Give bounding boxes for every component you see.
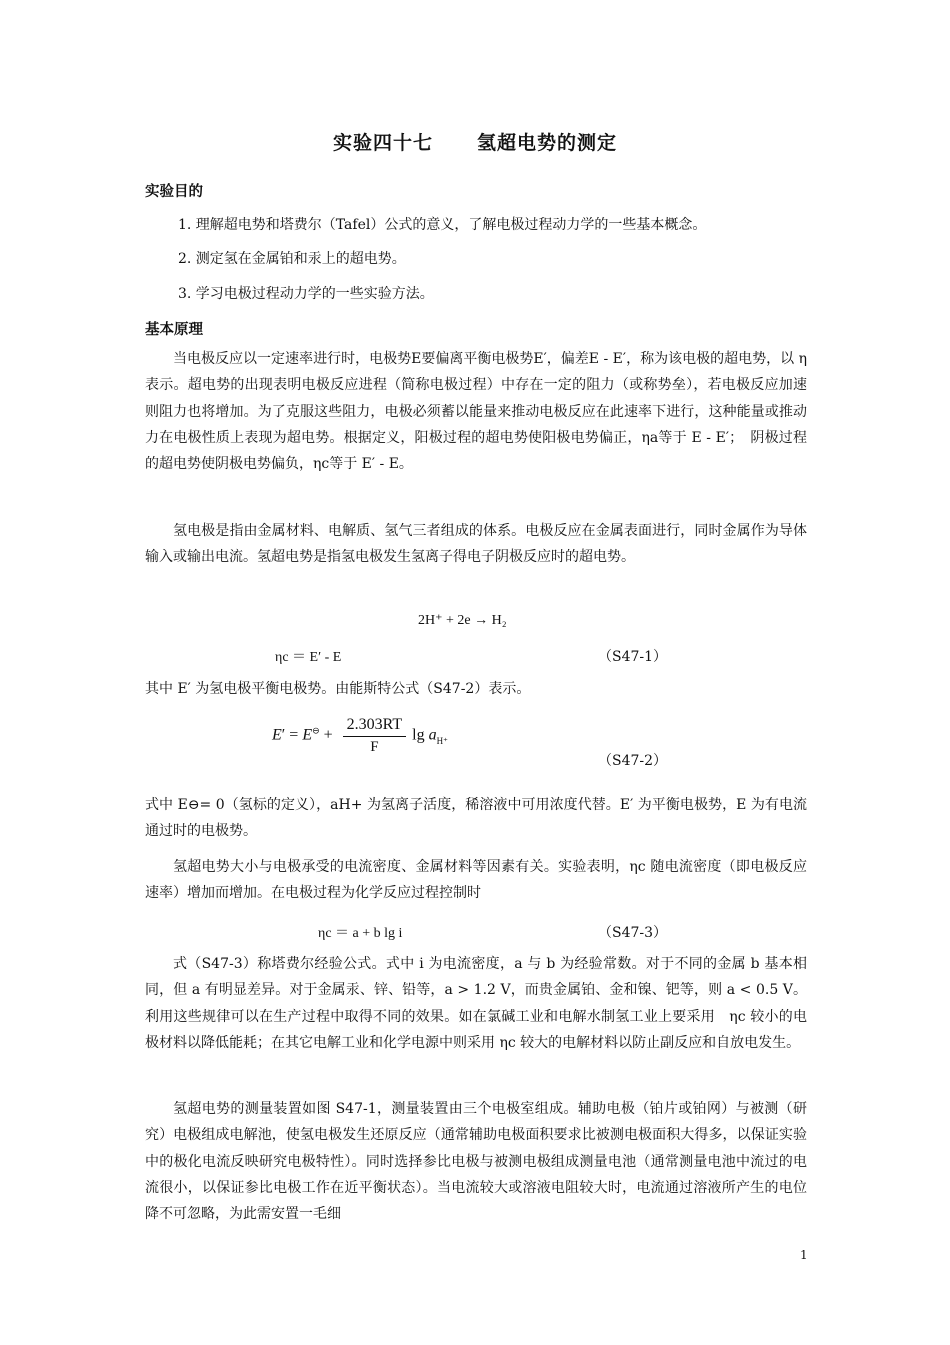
paragraph-equilibrium-potential: 其中 E′ 为氢电极平衡电极势。由能斯特公式（S47-2）表示。 <box>145 681 531 697</box>
fraction-numerator: 2.303RT <box>343 716 406 737</box>
experiment-number: 实验四十七 <box>332 132 433 154</box>
experiment-name: 氢超电势的测定 <box>477 132 618 154</box>
equation-number-s47-2: （S47-2） <box>598 753 668 769</box>
page-title <box>0 128 950 155</box>
nernst-fraction <box>343 716 406 756</box>
purpose-item-1: 1. 理解超电势和塔费尔（Tafel）公式的意义，了解电极过程动力学的一些基本概念。 <box>178 217 707 233</box>
equation-s47-1: ηc ＝ E′ - E <box>275 650 342 665</box>
reaction-equation: 2H⁺ + 2e → H₂ <box>418 613 507 628</box>
paragraph-current-density: 氢超电势大小与电极承受的电流密度、金属材料等因素有关。实验表明，ηc 随电流密度（即电极反应速率）增加而增加。在电极过程为化学反应过程控制时 <box>145 859 807 902</box>
paragraph-hydrogen-electrode: 氢电极是指由金属材料、电解质、氢气三者组成的体系。电极反应在金属表面进行，同时金属作为导体输入或输出电流。氢超电势是指氢电极发生氢离子得电子阴极反应时的超电势。 <box>145 523 807 566</box>
page-number: 1 <box>800 1248 808 1262</box>
equation-number-s47-3: （S47-3） <box>598 925 668 941</box>
equation-s47-3: ηc ＝ a + b lg i <box>318 926 403 941</box>
paragraph-standard-potential: 式中 E⊖= 0（氢标的定义），aH+ 为氢离子活度，稀溶液中可用浓度代替。E′ 为平衡电极势，E 为有电流通过时的电极势。 <box>145 797 807 840</box>
paragraph-tafel-formula: 式（S47-3）称塔费尔经验公式。式中 i 为电流密度，a 与 b 为经验常数。对于不同的金属 b 基本相同，但 a 有明显差异。对于金属汞、锌、铅等，a > 1.2 V，而贵金属铂、金和镍、钯等，则 a < 0.5 V。利用这些规律可以在生产过程中取得不同的效果。如在氯碱工业和电解水制氢工业上要采用 ηc 较小的电极材料以降低能耗；在其它电解工业和化学电源中则采用 ηc 较大的电解材料以防止副反应和自放电发生。 <box>145 956 807 1051</box>
fraction-denominator: F <box>370 739 379 755</box>
equation-s47-2: E′ = E⊖ + $\frac{2.303RT}{F}$ $\lg a_{H^+}$ <box>272 716 448 755</box>
section-heading-purpose: 实验目的 <box>145 184 203 200</box>
equation-number-s47-1: （S47-1） <box>598 649 668 665</box>
paragraph-overpotential-definition: 当电极反应以一定速率进行时，电极势E要偏离平衡电极势E′，偏差E - E′，称为该电极的超电势，以 η 表示。超电势的出现表明电极反应进程（简称电极过程）中存在一定的阻力（或称势垒），若电极反应加速则阻力也将增加。为了克服这些阻力，电极必须蓄以能量来推动电极反应在此速率下进行，这种能量或推动力在电极性质上表现为超电势。根据定义，阳极过程的超电势使阳极电势偏正，ηa等于 E - E′； 阴极过程的超电势使阴极电势偏负，ηc等于 E′ - E。 <box>145 351 807 473</box>
section-heading-principle: 基本原理 <box>145 322 203 338</box>
purpose-item-2: 2. 测定氢在金属铂和汞上的超电势。 <box>178 251 406 267</box>
purpose-item-3: 3. 学习电极过程动力学的一些实验方法。 <box>178 286 434 302</box>
paragraph-measurement-setup: 氢超电势的测量装置如图 S47-1，测量装置由三个电极室组成。辅助电极（铂片或铂网）与被测（研究）电极组成电解池，使氢电极发生还原反应（通常辅助电极面积要求比被测电极面积大得多，以保证实验中的极化电流反映研究电极特性）。同时选择参比电极与被测电极组成测量电池（通常测量电池中流过的电流很小，以保证参比电极工作在近平衡状态）。当电流较大或溶液电阻较大时，电流通过溶液所产生的电位降不可忽略，为此需安置一毛细 <box>145 1101 807 1223</box>
